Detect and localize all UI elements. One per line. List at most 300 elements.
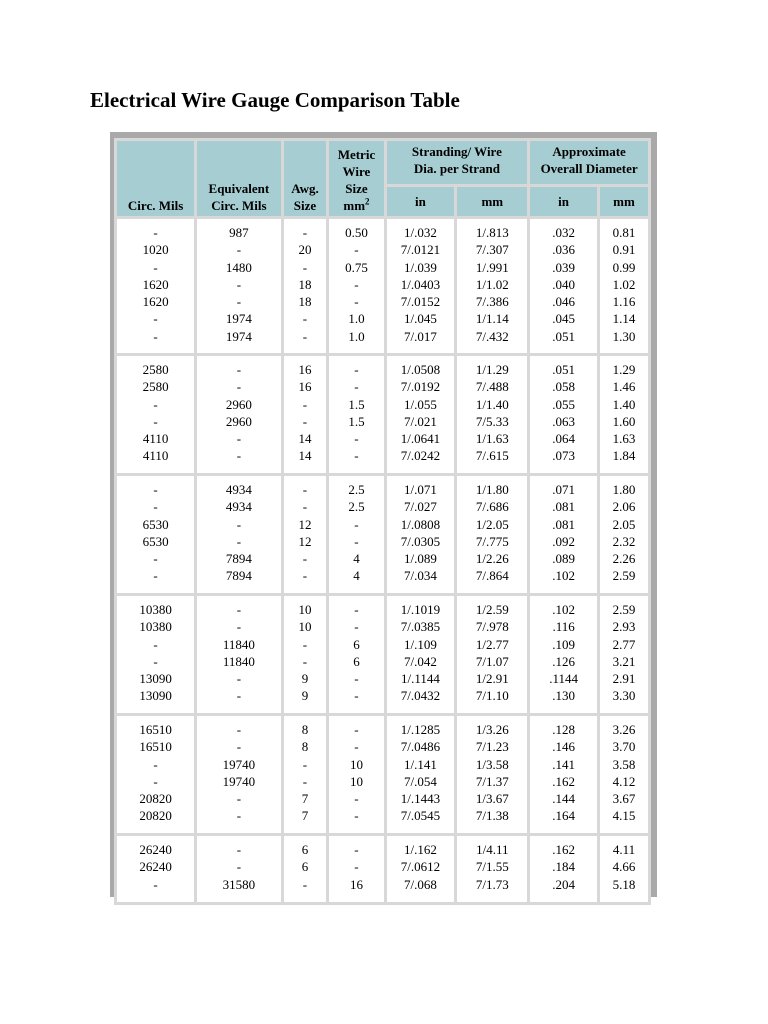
cell-value: 12 — [298, 533, 312, 549]
cell-awg — [284, 836, 327, 902]
cell-strand-in — [387, 716, 455, 833]
cell-circ-mils — [117, 716, 194, 833]
cell-value: - — [236, 431, 242, 447]
header-equivalent-circ-mils: Equivalent Circ. Mils — [197, 141, 280, 216]
cell-value: - — [236, 533, 242, 549]
cell-value: .116 — [552, 619, 575, 635]
cell-value: 16 — [349, 876, 363, 892]
cell-dia-in — [530, 836, 597, 902]
cell-value: - — [302, 653, 308, 669]
cell-metric — [329, 836, 383, 902]
cell-value: - — [354, 516, 359, 532]
cell-metric — [329, 356, 383, 473]
cell-value: 1.14 — [612, 311, 636, 327]
cell-awg — [284, 476, 327, 593]
cell-value: - — [302, 482, 308, 497]
cell-value: 7894 — [225, 551, 252, 567]
cell-dia-mm — [600, 476, 648, 593]
cell-value: 1.46 — [612, 379, 636, 395]
cell-value: 1.0 — [348, 328, 365, 344]
cell-value: 18 — [298, 294, 312, 310]
cell-value: .064 — [552, 431, 575, 447]
cell-value: 1/.813 — [475, 225, 509, 240]
table-row-group — [117, 836, 648, 902]
cell-value: - — [302, 225, 308, 240]
cell-dia-mm — [600, 596, 648, 713]
cell-value: - — [354, 739, 359, 755]
subheader-diameter-in: in — [530, 187, 597, 216]
cell-value: 7/1.23 — [475, 739, 509, 755]
cell-value: 1974 — [225, 311, 252, 327]
cell-value: .055 — [552, 396, 575, 412]
cell-value: - — [153, 773, 158, 789]
cell-circ-mils — [117, 596, 194, 713]
cell-value: - — [236, 619, 242, 635]
cell-value: 1.02 — [612, 276, 636, 292]
cell-equiv-circ-mils — [197, 596, 280, 713]
cell-value: 1/1.80 — [475, 482, 509, 497]
cell-value: 1/1.29 — [475, 362, 509, 377]
cell-value: 13090 — [139, 671, 172, 687]
cell-value: 3.21 — [612, 653, 636, 669]
table-row-group — [117, 219, 648, 353]
cell-value: 7/.432 — [475, 328, 509, 344]
cell-value: 7 — [301, 791, 309, 807]
cell-value: - — [153, 225, 158, 240]
cell-value: 3.70 — [612, 739, 636, 755]
cell-value: - — [354, 294, 359, 310]
cell-value: 1/.0808 — [400, 516, 441, 532]
cell-value: - — [354, 431, 359, 447]
cell-strand-in — [387, 836, 455, 902]
cell-value: - — [354, 859, 359, 875]
cell-value: .1144 — [549, 671, 578, 687]
cell-value: - — [153, 396, 158, 412]
cell-value: .036 — [552, 242, 575, 258]
cell-value: 7/1.07 — [475, 653, 509, 669]
cell-value: .146 — [552, 739, 575, 755]
cell-value: 11840 — [222, 636, 255, 652]
cell-awg — [284, 356, 327, 473]
cell-equiv-circ-mils — [197, 219, 280, 353]
cell-value: 7/5.33 — [475, 413, 509, 429]
cell-value: 1.40 — [612, 396, 636, 412]
cell-value: - — [236, 671, 242, 687]
cell-value: - — [302, 568, 308, 584]
cell-value: 14 — [298, 431, 312, 447]
cell-value: 6 — [353, 636, 360, 652]
cell-value: 4934 — [225, 499, 252, 515]
cell-value: 1/2.59 — [475, 602, 509, 617]
cell-value: - — [354, 602, 359, 617]
cell-circ-mils — [117, 219, 194, 353]
cell-value: 1/1.14 — [475, 311, 509, 327]
cell-value: 2.59 — [612, 602, 636, 617]
cell-value: 1/.055 — [404, 396, 437, 412]
cell-value: - — [354, 276, 359, 292]
cell-value: .081 — [552, 516, 575, 532]
cell-value: 2.5 — [348, 482, 365, 497]
cell-value: 7/.864 — [475, 568, 509, 584]
cell-value: - — [236, 722, 242, 737]
cell-value: .109 — [552, 636, 575, 652]
cell-value: 1/.0403 — [400, 276, 441, 292]
cell-value: 1/3.58 — [475, 756, 509, 772]
cell-value: 10380 — [139, 602, 172, 617]
cell-value: .089 — [552, 551, 575, 567]
cell-value: 1620 — [142, 276, 169, 292]
cell-value: - — [153, 653, 158, 669]
cell-value: - — [302, 259, 308, 275]
cell-value: 7/1.10 — [475, 688, 509, 704]
cell-value: 7/.0545 — [400, 808, 441, 824]
cell-dia-in — [530, 219, 597, 353]
cell-value: 2960 — [225, 413, 252, 429]
cell-value: .045 — [552, 311, 575, 327]
subheader-strand-in: in — [387, 187, 455, 216]
cell-value: 1/.089 — [404, 551, 437, 567]
cell-value: 19740 — [222, 773, 256, 789]
cell-value: - — [236, 791, 242, 807]
cell-value: .102 — [552, 568, 575, 584]
cell-value: 9 — [301, 671, 309, 687]
subheader-strand-mm: mm — [457, 187, 527, 216]
cell-value: 1.5 — [348, 396, 365, 412]
cell-value: .204 — [552, 876, 575, 892]
cell-value: 1020 — [142, 242, 169, 258]
cell-value: 1/1.02 — [475, 276, 509, 292]
cell-circ-mils — [117, 476, 194, 593]
cell-value: 7/.0385 — [400, 619, 441, 635]
cell-value: 10 — [298, 602, 312, 617]
cell-value: 13090 — [139, 688, 172, 704]
cell-value: 20820 — [139, 791, 172, 807]
cell-value: - — [236, 379, 242, 395]
cell-value: .184 — [552, 859, 575, 875]
cell-value: 7/.488 — [475, 379, 509, 395]
cell-value: - — [236, 859, 242, 875]
header-stranding: Stranding/ Wire Dia. per Strand — [387, 141, 528, 184]
cell-strand-mm — [457, 596, 527, 713]
header-circ-mils: Circ. Mils — [117, 141, 194, 216]
cell-value: 7/.0612 — [400, 859, 441, 875]
table-row-group — [117, 356, 648, 473]
cell-value: - — [153, 413, 158, 429]
cell-value: 1.5 — [348, 413, 365, 429]
cell-value: 16 — [298, 379, 312, 395]
cell-value: 9 — [301, 688, 309, 704]
cell-value: 20820 — [139, 808, 172, 824]
cell-value: 18 — [298, 276, 312, 292]
cell-value: 2.06 — [612, 499, 636, 515]
cell-value: - — [153, 499, 158, 515]
cell-value: 1/.0641 — [400, 431, 441, 447]
cell-value: 1/.1443 — [400, 791, 441, 807]
cell-value: 31580 — [222, 876, 256, 892]
cell-value: 1/.1285 — [400, 722, 441, 737]
header-metric-wire-size: Metric Wire Size $mm^2$ — [329, 141, 383, 216]
cell-value: 16 — [298, 362, 312, 377]
cell-value: - — [354, 619, 359, 635]
cell-equiv-circ-mils — [197, 476, 280, 593]
cell-value: - — [354, 379, 359, 395]
cell-value: .128 — [552, 722, 575, 737]
cell-value: - — [153, 756, 158, 772]
cell-value: - — [153, 876, 158, 892]
cell-strand-mm — [457, 219, 527, 353]
cell-value: .032 — [552, 225, 575, 240]
cell-value: 4110 — [142, 448, 169, 464]
cell-value: 7/1.73 — [475, 876, 509, 892]
cell-equiv-circ-mils — [197, 356, 280, 473]
cell-value: 7/.775 — [475, 533, 509, 549]
cell-circ-mils — [117, 356, 194, 473]
cell-value: - — [153, 259, 158, 275]
cell-value: 1/.162 — [404, 842, 437, 857]
cell-value: 2.5 — [348, 499, 365, 515]
cell-value: - — [236, 276, 242, 292]
cell-value: - — [354, 688, 359, 704]
cell-value: 6 — [353, 653, 360, 669]
cell-dia-in — [530, 596, 597, 713]
cell-value: 2.59 — [612, 568, 636, 584]
cell-value: 1974 — [225, 328, 252, 344]
cell-value: 8 — [301, 739, 309, 755]
cell-value: .039 — [552, 259, 575, 275]
cell-metric — [329, 596, 383, 713]
cell-metric — [329, 716, 383, 833]
cell-circ-mils — [117, 836, 194, 902]
cell-value: - — [236, 516, 242, 532]
cell-dia-mm — [600, 356, 648, 473]
cell-value: - — [302, 396, 308, 412]
cell-strand-mm — [457, 836, 527, 902]
cell-dia-in — [530, 356, 597, 473]
cell-value: 3.26 — [612, 722, 636, 737]
cell-value: 3.58 — [612, 756, 636, 772]
cell-value: 2.26 — [612, 551, 636, 567]
cell-value: 7/.0305 — [400, 533, 441, 549]
cell-value: 7/.021 — [404, 413, 437, 429]
cell-value: 4110 — [142, 431, 169, 447]
cell-dia-mm — [600, 836, 648, 902]
cell-value: 987 — [229, 225, 249, 240]
cell-value: 4.12 — [612, 773, 636, 789]
cell-value: - — [153, 328, 158, 344]
cell-value: 4.11 — [612, 842, 636, 857]
cell-value: .162 — [552, 842, 575, 857]
cell-value: 1/2.77 — [475, 636, 509, 652]
cell-value: .164 — [552, 808, 575, 824]
cell-value: - — [302, 413, 308, 429]
cell-value: 6 — [301, 859, 309, 875]
cell-dia-mm — [600, 219, 648, 353]
table-body — [117, 219, 648, 902]
cell-value: 3.67 — [612, 791, 636, 807]
cell-value: - — [153, 482, 158, 497]
cell-value: - — [354, 808, 359, 824]
cell-value: 10 — [298, 619, 312, 635]
cell-value: - — [153, 311, 158, 327]
cell-strand-in — [387, 356, 455, 473]
cell-value: - — [302, 551, 308, 567]
cell-value: - — [354, 842, 359, 857]
cell-value: 1.30 — [612, 328, 636, 344]
cell-awg — [284, 219, 327, 353]
cell-strand-in — [387, 476, 455, 593]
cell-value: 4.66 — [612, 859, 636, 875]
subheader-diameter-mm: mm — [600, 187, 648, 216]
cell-value: 0.99 — [612, 259, 636, 275]
cell-value: 26240 — [139, 859, 172, 875]
cell-value: 2580 — [142, 362, 169, 377]
cell-value: 7/.686 — [475, 499, 509, 515]
cell-value: 0.50 — [345, 225, 368, 240]
cell-dia-in — [530, 716, 597, 833]
cell-value: 7/.386 — [475, 294, 509, 310]
cell-value: 7/.068 — [404, 876, 437, 892]
cell-value: 5.18 — [612, 876, 636, 892]
cell-value: 1.63 — [612, 431, 636, 447]
cell-value: 7/.0432 — [400, 688, 441, 704]
cell-value: 1/3.26 — [475, 722, 509, 737]
cell-value: 19740 — [222, 756, 256, 772]
cell-value: 20 — [298, 242, 312, 258]
cell-value: 2.91 — [612, 671, 636, 687]
cell-value: 16510 — [139, 739, 172, 755]
cell-value: 1/.071 — [404, 482, 437, 497]
cell-value: 6 — [301, 842, 309, 857]
cell-value: 10 — [349, 756, 363, 772]
cell-value: 26240 — [139, 842, 172, 857]
cell-value: 4 — [353, 551, 360, 567]
header-awg-size: Awg. Size — [284, 141, 327, 216]
cell-value: 7/.615 — [475, 448, 509, 464]
cell-value: 10 — [349, 773, 363, 789]
cell-value: 7/.0486 — [400, 739, 441, 755]
cell-value: 4 — [353, 568, 360, 584]
cell-value: 0.91 — [612, 242, 636, 258]
table-row-group — [117, 476, 648, 593]
cell-awg — [284, 596, 327, 713]
cell-value: .130 — [552, 688, 575, 704]
table-frame — [110, 132, 657, 897]
cell-value: 1/3.67 — [475, 791, 509, 807]
cell-value: - — [302, 773, 308, 789]
cell-value: 7/.0152 — [400, 294, 441, 310]
cell-value: 1/.1144 — [401, 671, 440, 687]
cell-value: 1/.032 — [404, 225, 437, 240]
cell-value: 6530 — [142, 516, 169, 532]
cell-strand-mm — [457, 476, 527, 593]
cell-value: 0.81 — [612, 225, 636, 240]
cell-value: .051 — [552, 362, 575, 377]
wire-gauge-table — [114, 138, 651, 905]
cell-awg — [284, 716, 327, 833]
cell-value: .046 — [552, 294, 575, 310]
cell-value: 1/.1019 — [400, 602, 441, 617]
cell-value: - — [354, 448, 359, 464]
cell-value: 1/1.63 — [475, 431, 509, 447]
cell-value: 6530 — [142, 533, 169, 549]
cell-value: 0.75 — [345, 259, 368, 275]
cell-value: - — [153, 636, 158, 652]
cell-value: 1.16 — [612, 294, 636, 310]
cell-value: .102 — [552, 602, 575, 617]
table-row-group — [117, 716, 648, 833]
cell-value: 4934 — [225, 482, 252, 497]
cell-value: 1480 — [225, 259, 252, 275]
cell-value: - — [236, 739, 242, 755]
cell-value: 1/.0508 — [400, 362, 441, 377]
cell-value: 1/.045 — [404, 311, 437, 327]
cell-value: - — [236, 688, 242, 704]
cell-dia-in — [530, 476, 597, 593]
cell-strand-in — [387, 219, 455, 353]
cell-value: 2.93 — [612, 619, 636, 635]
cell-value: - — [236, 242, 242, 258]
cell-value: .141 — [552, 756, 575, 772]
cell-value: 11840 — [222, 653, 255, 669]
cell-value: 7/.0192 — [400, 379, 441, 395]
cell-value: .071 — [552, 482, 575, 497]
cell-value: .081 — [552, 499, 575, 515]
cell-value: - — [236, 362, 242, 377]
cell-value: 7/.042 — [404, 653, 437, 669]
page-title: Electrical Wire Gauge Comparison Table — [90, 88, 460, 112]
cell-value: 2960 — [225, 396, 252, 412]
cell-value: 2.77 — [612, 636, 636, 652]
cell-value: - — [354, 533, 359, 549]
cell-value: - — [354, 242, 359, 258]
cell-value: .126 — [552, 653, 575, 669]
cell-value: 1.80 — [612, 482, 636, 497]
cell-metric — [329, 476, 383, 593]
cell-value: - — [302, 499, 308, 515]
header-approx-diameter: Approximate Overall Diameter — [530, 141, 648, 184]
cell-value: 1/.039 — [404, 259, 437, 275]
cell-value: 1/2.05 — [475, 516, 509, 532]
table-row-group — [117, 596, 648, 713]
cell-value: .073 — [552, 448, 575, 464]
cell-value: 7/.0242 — [400, 448, 441, 464]
cell-value: - — [302, 636, 308, 652]
cell-value: 7 — [301, 808, 309, 824]
cell-value: - — [354, 791, 359, 807]
cell-value: .144 — [552, 791, 575, 807]
cell-value: .063 — [552, 413, 575, 429]
cell-value: - — [354, 671, 359, 687]
cell-value: 10380 — [139, 619, 172, 635]
cell-value: 1/1.40 — [475, 396, 509, 412]
cell-value: 3.30 — [612, 688, 636, 704]
cell-value: .092 — [552, 533, 575, 549]
cell-value: 1.60 — [612, 413, 636, 429]
cell-value: 12 — [298, 516, 312, 532]
cell-value: 7894 — [225, 568, 252, 584]
cell-value: - — [153, 551, 158, 567]
cell-value: - — [236, 602, 242, 617]
cell-value: - — [236, 808, 242, 824]
cell-value: 1620 — [142, 294, 169, 310]
cell-value: 7/.0121 — [400, 242, 441, 258]
cell-value: 1/.109 — [404, 636, 437, 652]
cell-value: 2.05 — [612, 516, 636, 532]
cell-value: 2580 — [142, 379, 169, 395]
cell-value: - — [153, 568, 158, 584]
cell-value: 1/4.11 — [476, 842, 509, 857]
cell-value: 1/2.91 — [475, 671, 509, 687]
